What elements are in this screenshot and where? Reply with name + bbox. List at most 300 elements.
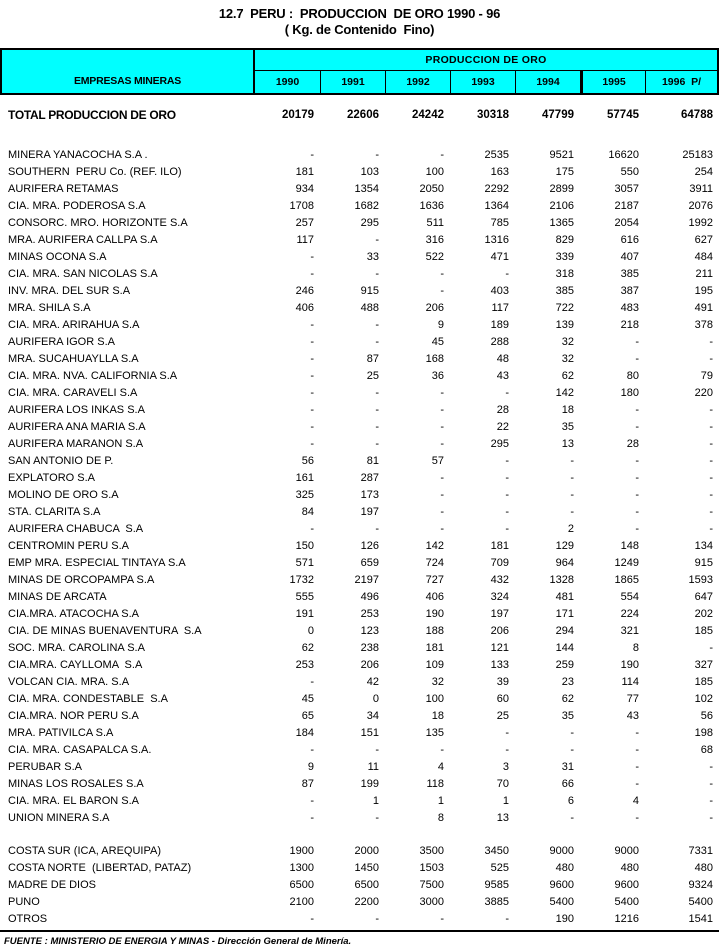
table-row [0,350,719,367]
value-cell: - [709,437,713,450]
value-cell: 23 [561,675,574,688]
company-name: CENTROMIN PERU S.A [8,539,130,552]
value-cell: 9 [437,318,444,331]
value-cell: 13 [496,811,509,824]
value-cell: - [310,318,314,331]
table-row [0,401,719,418]
table-row [0,554,719,571]
value-cell: - [505,726,509,739]
value-cell: 403 [490,284,509,297]
value-cell: - [505,471,509,484]
value-cell: 20179 [282,109,314,121]
company-name: CONSORC. MRO. HORIZONTE S.A [8,216,188,229]
company-name: MINAS DE ORCOPAMPA S.A [8,573,155,586]
value-cell: - [310,148,314,161]
value-cell: 253 [295,658,314,671]
company-name: EMP MRA. ESPECIAL TINTAYA S.A [8,556,186,569]
company-name: EXPLATORO S.A [8,471,96,484]
value-cell: 173 [360,488,379,501]
value-cell: 491 [694,301,713,314]
value-cell: - [505,743,509,756]
company-name: CIA.MRA. ATACOCHA S.A [8,607,140,620]
value-cell: 185 [694,675,713,688]
company-name: VOLCAN CIA. MRA. S.A [8,675,130,688]
value-cell: 224 [620,607,639,620]
value-cell: 150 [295,539,314,552]
value-cell: 259 [555,658,574,671]
value-cell: 1 [502,794,509,807]
page-subtitle: ( Kg. de Contenido Fino) [284,22,435,37]
value-cell: 6 [567,794,574,807]
value-cell: - [310,794,314,807]
value-cell: 43 [496,369,509,382]
value-cell: 206 [360,658,379,671]
value-cell: 3911 [689,182,713,195]
value-cell: 87 [366,352,379,365]
value-cell: 2076 [688,199,713,212]
value-cell: 202 [694,607,713,620]
value-cell: 480 [555,861,574,874]
value-cell: 327 [694,658,713,671]
value-cell: - [375,522,379,535]
value-cell: 114 [621,675,639,688]
value-cell: 6500 [289,878,314,891]
table-row [0,520,719,537]
value-cell: - [709,522,713,535]
value-cell: 22 [496,420,509,433]
company-name: CIA. DE MINAS BUENAVENTURA S.A [8,624,202,637]
table-row [0,197,719,214]
value-cell: 1216 [614,912,639,925]
value-cell: 66 [561,777,574,790]
company-name: PERUBAR S.A [8,760,82,773]
company-name: CIA. MRA. CONDESTABLE S.A [8,692,168,705]
table-row [0,842,719,859]
value-cell: - [709,403,713,416]
value-cell: 480 [620,861,639,874]
value-cell: - [310,386,314,399]
company-name: SOC. MRA. CAROLINA S.A [8,641,145,654]
value-cell: - [375,403,379,416]
value-cell: 2899 [549,182,574,195]
table-row [0,265,719,282]
value-cell: 5400 [549,895,574,908]
value-cell: 190 [620,658,639,671]
value-cell: 62 [301,641,314,654]
value-cell: 142 [425,539,444,552]
value-cell: 28 [496,403,509,416]
value-cell: - [709,505,713,518]
value-cell: - [440,471,444,484]
value-cell: - [310,912,314,925]
value-cell: - [440,284,444,297]
table-row [0,316,719,333]
value-cell: 378 [694,318,713,331]
value-cell: - [570,488,574,501]
value-cell: - [310,437,314,450]
value-cell: - [440,437,444,450]
table-row [0,333,719,350]
company-name: AURIFERA RETAMAS [8,182,119,195]
table-row [0,571,719,588]
value-cell: 103 [360,165,379,178]
value-cell: 9324 [688,878,713,891]
value-cell: 36 [431,369,444,382]
value-cell: 121 [490,641,509,654]
value-cell: 295 [360,216,379,229]
value-cell: 133 [490,658,509,671]
value-cell: 647 [694,590,713,603]
value-cell: 0 [372,692,379,705]
company-name: CIA. MRA. EL BARON S.A [8,794,140,807]
value-cell: - [440,267,444,280]
value-cell: - [375,437,379,450]
value-cell: 16620 [608,148,639,161]
value-cell: - [635,522,639,535]
year-header-1994: 1994 [515,71,580,93]
value-cell: 168 [425,352,444,365]
value-cell: 206 [490,624,509,637]
table-row [0,146,719,163]
value-cell: 45 [301,692,314,705]
table-row [0,299,719,316]
value-cell: - [570,505,574,518]
value-cell: 198 [694,726,713,739]
table-row [0,622,719,639]
value-cell: - [635,352,639,365]
value-cell: 188 [425,624,444,637]
value-cell: - [570,811,574,824]
value-cell: - [570,726,574,739]
value-cell: 511 [426,216,444,229]
value-cell: - [635,726,639,739]
table-row [0,859,719,876]
value-cell: - [310,522,314,535]
group-header: PRODUCCION DE ORO [255,50,717,71]
value-cell: - [440,488,444,501]
value-cell: - [440,386,444,399]
value-cell: - [505,267,509,280]
table-row [0,656,719,673]
value-cell: - [635,777,639,790]
value-cell: 9000 [614,844,639,857]
value-cell: 616 [620,233,639,246]
value-cell: 175 [555,165,574,178]
company-name: CIA.MRA. CAYLLOMA S.A [8,658,143,671]
value-cell: 206 [425,301,444,314]
value-cell: 9 [307,760,314,773]
company-name: MINAS DE ARCATA [8,590,107,603]
value-cell: 1328 [549,573,574,586]
value-cell: 3057 [614,182,639,195]
year-header-1993: 1993 [450,71,515,93]
value-cell: 554 [620,590,639,603]
value-cell: 70 [496,777,509,790]
company-name: MOLINO DE ORO S.A [8,488,119,501]
value-cell: 294 [555,624,574,637]
company-name: AURIFERA ANA MARIA S.A [8,420,146,433]
value-cell: 257 [295,216,314,229]
value-cell: 32 [431,675,444,688]
value-cell: 142 [555,386,574,399]
value-cell: 253 [360,607,379,620]
value-cell: 2106 [549,199,574,212]
value-cell: - [709,794,713,807]
value-cell: 2054 [614,216,639,229]
value-cell: 496 [360,590,379,603]
value-cell: 4 [437,760,444,773]
value-cell: 62 [561,692,574,705]
value-cell: 1450 [354,861,379,874]
value-cell: 2 [567,522,574,535]
companies-column-header: EMPRESAS MINERAS [2,50,255,93]
company-name: COSTA NORTE (LIBERTAD, PATAZ) [8,861,192,874]
table-row [0,605,719,622]
value-cell: 25183 [682,148,713,161]
value-cell: 109 [425,658,444,671]
value-cell: 829 [555,233,574,246]
value-cell: 2535 [484,148,509,161]
value-cell: 407 [620,250,639,263]
value-cell: 190 [425,607,444,620]
value-cell: - [709,352,713,365]
value-cell: 24242 [412,109,444,121]
value-cell: 80 [626,369,639,382]
value-cell: 2050 [419,182,444,195]
value-cell: 195 [694,284,713,297]
value-cell: - [709,488,713,501]
year-headers [255,71,717,93]
value-cell: 1682 [354,199,379,212]
table-row [0,452,719,469]
value-cell: 432 [490,573,509,586]
value-cell: 1316 [484,233,509,246]
company-name: CIA. MRA. CASAPALCA S.A. [8,743,152,756]
value-cell: 1593 [688,573,713,586]
value-cell: 627 [694,233,713,246]
value-cell: 45 [431,335,444,348]
value-cell: 318 [555,267,574,280]
value-cell: 197 [490,607,509,620]
company-name: PUNO [8,895,40,908]
value-cell: 191 [295,607,314,620]
value-cell: 43 [626,709,639,722]
value-cell: 181 [295,165,314,178]
value-cell: - [635,743,639,756]
value-cell: - [505,454,509,467]
table-row [0,707,719,724]
value-cell: - [375,335,379,348]
company-name: MRA. PATIVILCA S.A [8,726,114,739]
value-cell: 144 [555,641,574,654]
value-cell: 199 [360,777,379,790]
value-cell: 471 [490,250,509,263]
value-cell: 60 [496,692,509,705]
value-cell: 6500 [354,878,379,891]
value-cell: 163 [490,165,509,178]
value-cell: - [505,522,509,535]
value-cell: 117 [296,233,314,246]
table-row [0,418,719,435]
value-cell: - [310,811,314,824]
spacer [0,826,719,842]
value-cell: 3 [502,760,509,773]
value-cell: 151 [360,726,379,739]
value-cell: 139 [555,318,574,331]
value-cell: - [709,760,713,773]
value-cell: 134 [694,539,713,552]
value-cell: 11 [367,760,379,773]
value-cell: 185 [694,624,713,637]
value-cell: 22606 [347,109,379,121]
value-cell: 64788 [681,109,713,121]
value-cell: - [635,335,639,348]
value-cell: 3885 [484,895,509,908]
company-name: AURIFERA LOS INKAS S.A [8,403,145,416]
value-cell: 35 [561,420,574,433]
value-cell: 1503 [419,861,444,874]
region-rows [0,842,719,927]
page-title: 12.7 PERU : PRODUCCION DE ORO 1990 - 96 [218,6,501,21]
value-cell: 1900 [289,844,314,857]
value-cell: 339 [555,250,574,263]
value-cell: 1865 [614,573,639,586]
value-cell: 211 [695,267,713,280]
value-cell: 4 [632,794,639,807]
table-row [0,469,719,486]
value-cell: - [375,811,379,824]
value-cell: 180 [620,386,639,399]
value-cell: - [505,488,509,501]
value-cell: 1636 [419,199,444,212]
value-cell: - [375,267,379,280]
value-cell: 81 [366,454,379,467]
value-cell: 2187 [614,199,639,212]
value-cell: - [310,335,314,348]
company-name: MADRE DE DIOS [8,878,97,891]
table-row [0,503,719,520]
value-cell: 13 [561,437,574,450]
value-cell: 35 [561,709,574,722]
value-cell: 48 [496,352,509,365]
table-row [0,367,719,384]
value-cell: 727 [425,573,444,586]
value-cell: 385 [620,267,639,280]
value-cell: 722 [555,301,574,314]
company-name: CIA. MRA. CARAVELI S.A [8,386,138,399]
value-cell: 1 [372,794,379,807]
value-cell: - [635,505,639,518]
value-cell: 25 [366,369,379,382]
value-cell: - [310,267,314,280]
company-name: STA. CLARITA S.A [8,505,101,518]
value-cell: 3500 [419,844,444,857]
value-cell: 118 [426,777,444,790]
value-cell: 1732 [289,573,314,586]
value-cell: - [375,386,379,399]
company-name: AURIFERA IGOR S.A [8,335,115,348]
value-cell: 1992 [688,216,713,229]
value-cell: 32 [561,335,574,348]
value-cell: - [375,318,379,331]
value-cell: - [570,471,574,484]
table-header [0,48,719,95]
value-cell: - [375,233,379,246]
source-note: FUENTE : MINISTERIO DE ENERGIA Y MINAS - Dirección General de Minería. [4,936,352,947]
value-cell: 481 [555,590,574,603]
value-cell: - [505,505,509,518]
value-cell: - [709,420,713,433]
value-cell: 220 [694,386,713,399]
company-name: SOUTHERN PERU Co. (REF. ILO) [8,165,182,178]
value-cell: 659 [360,556,379,569]
value-cell: 709 [490,556,509,569]
value-cell: 480 [694,861,713,874]
company-name: MINAS OCONA S.A [8,250,107,263]
value-cell: - [440,420,444,433]
year-header-1995: 1995 [580,71,645,93]
value-cell: 555 [295,590,314,603]
value-cell: - [440,148,444,161]
value-cell: 2100 [289,895,314,908]
value-cell: 934 [295,182,314,195]
value-cell: 316 [425,233,444,246]
total-row-label: TOTAL PRODUCCION DE ORO [8,108,176,122]
company-name: MINAS LOS ROSALES S.A [8,777,144,790]
value-cell: 197 [360,505,379,518]
value-cell: 218 [620,318,639,331]
value-cell: 2292 [484,182,509,195]
value-cell: - [635,420,639,433]
value-cell: 18 [561,403,574,416]
value-cell: 190 [555,912,574,925]
value-cell: - [635,760,639,773]
value-cell: 488 [360,301,379,314]
table-row [0,248,719,265]
value-cell: 57 [431,454,444,467]
value-cell: 325 [295,488,314,501]
value-cell: 7331 [688,844,713,857]
company-name: MINERA YANACOCHA S.A . [8,148,148,161]
value-cell: 1300 [289,861,314,874]
value-cell: 184 [295,726,314,739]
value-cell: - [709,454,713,467]
value-cell: 1354 [354,182,379,195]
value-cell: 102 [694,692,713,705]
value-cell: 135 [425,726,444,739]
value-cell: 9600 [549,878,574,891]
value-cell: 238 [360,641,379,654]
table-row [0,893,719,910]
table-row [0,775,719,792]
value-cell: 1365 [549,216,574,229]
value-cell: 65 [301,709,314,722]
value-cell: - [310,743,314,756]
value-cell: - [310,250,314,263]
value-cell: 1364 [484,199,509,212]
value-cell: - [440,743,444,756]
value-cell: 246 [295,284,314,297]
table-row [0,384,719,401]
company-name: SAN ANTONIO DE P. [8,454,114,467]
company-name: COSTA SUR (ICA, AREQUIPA) [8,844,162,857]
value-cell: 161 [295,471,314,484]
value-cell: 915 [360,284,379,297]
value-cell: 126 [360,539,379,552]
years-header-group [255,50,717,93]
value-cell: 287 [360,471,379,484]
table-row [0,910,719,927]
